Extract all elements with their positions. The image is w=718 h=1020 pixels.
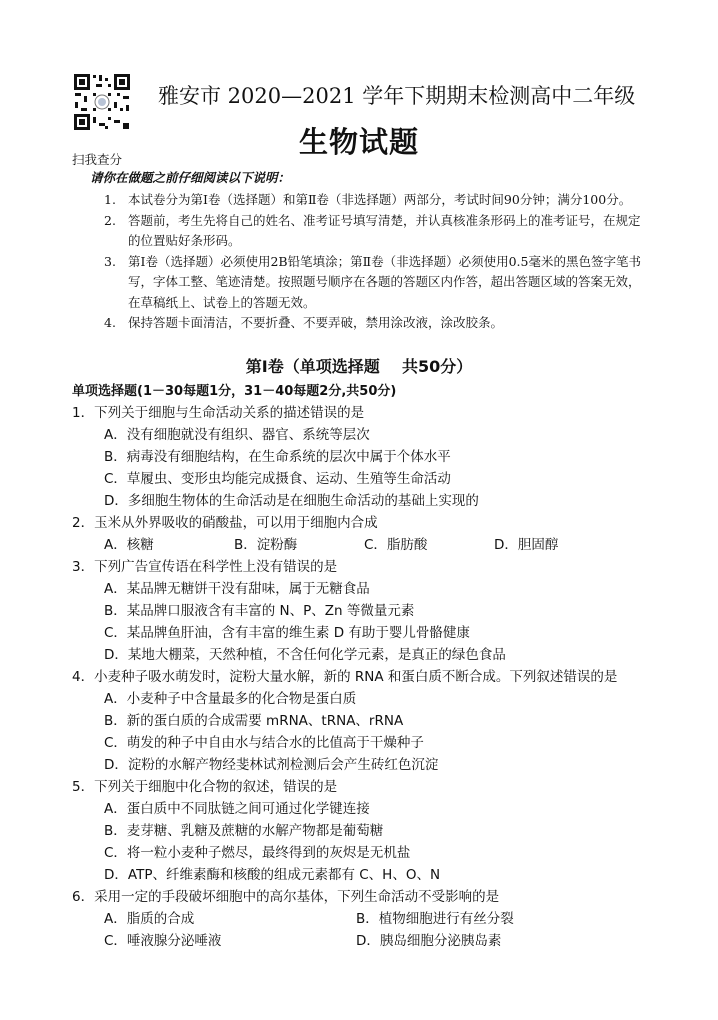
option: D．ATP、纤维素酶和核酸的组成元素都有 C、H、O、N	[104, 867, 441, 883]
option: C．将一粒小麦种子燃尽，最终得到的灰烬是无机盐	[104, 845, 411, 861]
qr-caption: 扫我查分	[72, 152, 123, 167]
notice-number: 2.	[104, 212, 116, 228]
question-stem: 6．采用一定的手段破坏细胞中的高尔基体，下列生命活动不受影响的是	[72, 889, 500, 905]
notice-number: 4.	[104, 315, 116, 330]
notice-heading: 请你在做题之前仔细阅读以下说明：	[90, 170, 291, 185]
option: D．淀粉的水解产物经斐林试剂检测后会产生砖红色沉淀	[104, 757, 439, 773]
option: B．麦芽糖、乳糖及蔗糖的水解产物都是葡萄糖	[104, 823, 384, 839]
notice-item	[104, 190, 649, 211]
option: A．脂质的合成	[104, 911, 195, 927]
question	[72, 776, 662, 886]
question-stem: 5．下列关于细胞中化合物的叙述，错误的是	[72, 779, 338, 795]
question-stem: 3．下列广告宣传语在科学性上没有错误的是	[72, 559, 338, 575]
option: D．胰岛细胞分泌胰岛素	[356, 933, 502, 949]
notice-list	[104, 190, 649, 334]
option: D．胆固醇	[494, 537, 559, 553]
question	[72, 512, 662, 556]
option: C．草履虫、变形虫均能完成摄食、运动、生殖等生命活动	[104, 471, 451, 487]
option: C．某品牌鱼肝油，含有丰富的维生素 D 有助于婴儿骨骼健康	[104, 625, 470, 641]
question-stem: 2．玉米从外界吸收的硝酸盐，可以用于细胞内合成	[72, 515, 378, 531]
notice-text: 保持答题卡面清洁，不要折叠、不要弄破，禁用涂改液，涂改胶条。	[128, 315, 504, 330]
notice-text: 本试卷分为第Ⅰ卷（选择题）和第Ⅱ卷（非选择题）两部分，考试时间90分钟；满分100分。	[128, 192, 632, 207]
option: A．小麦种子中含量最多的化合物是蛋白质	[104, 691, 357, 707]
option: C．脂肪酸	[364, 537, 428, 553]
option: B．植物细胞进行有丝分裂	[356, 911, 514, 927]
question	[72, 666, 662, 776]
question-stem: 1．下列关于细胞与生命活动关系的描述错误的是	[72, 405, 365, 421]
notice-text: 答题前，考生先将自己的姓名、准考证号填写清楚，并认真核准条形码上的准考证号，在规定的位置贴好条形码。	[128, 212, 641, 248]
option-row	[72, 908, 662, 930]
question	[72, 402, 662, 512]
notice-item	[104, 313, 649, 334]
exam-title: 雅安市 2020—2021 学年下期期末检测高中二年级	[158, 84, 636, 108]
notice-number: 3.	[104, 253, 116, 269]
option: D．某地大棚菜，天然种植，不含任何化学元素，是真正的绿色食品	[104, 647, 506, 663]
notice-text: 第Ⅰ卷（选择题）必须使用2B铅笔填涂；第Ⅱ卷（非选择题）必须使用0.5毫米的黑色签字笔书写，字体工整、笔迹清楚。按照题号顺序在各题的答题区内作答，超出答题区域的答案无效，在草稿纸上、试卷上的答题无效。	[128, 253, 641, 310]
option: B．淀粉酶	[234, 537, 298, 553]
option: B．病毒没有细胞结构，在生命系统的层次中属于个体水平	[104, 449, 451, 465]
question-stem: 4．小麦种子吸水萌发时，淀粉大量水解，新的 RNA 和蛋白质不断合成。下列叙述错误的是	[72, 669, 618, 685]
option: C．萌发的种子中自由水与结合水的比值高于干燥种子	[104, 735, 424, 751]
option: A．没有细胞就没有组织、器官、系统等层次	[104, 427, 370, 443]
option-row	[72, 930, 662, 952]
option: B．新的蛋白质的合成需要 mRNA、tRNA、rRNA	[104, 713, 404, 729]
section-intro: 单项选择题(1－30每题1分，31－40每题2分,共50分)	[72, 384, 397, 399]
question	[72, 556, 662, 666]
option-row	[72, 534, 662, 556]
question	[72, 886, 662, 952]
notice-item	[104, 252, 649, 314]
option: A．某品牌无糖饼干没有甜味，属于无糖食品	[104, 581, 370, 597]
notice-number: 1.	[104, 192, 116, 207]
option: A．核糖	[104, 537, 154, 553]
question-list	[72, 402, 662, 952]
option: A．蛋白质中不同肽链之间可通过化学键连接	[104, 801, 370, 817]
section-title: 第Ⅰ卷（单项选择题 共50分）	[245, 357, 473, 376]
notice-item	[104, 211, 649, 252]
option: C．唾液腺分泌唾液	[104, 933, 222, 949]
option: D．多细胞生物体的生命活动是在细胞生命活动的基础上实现的	[104, 493, 479, 509]
subject-title: 生物试题	[298, 125, 419, 159]
option: B．某品牌口服液含有丰富的 N、P、Zn 等微量元素	[104, 603, 415, 619]
